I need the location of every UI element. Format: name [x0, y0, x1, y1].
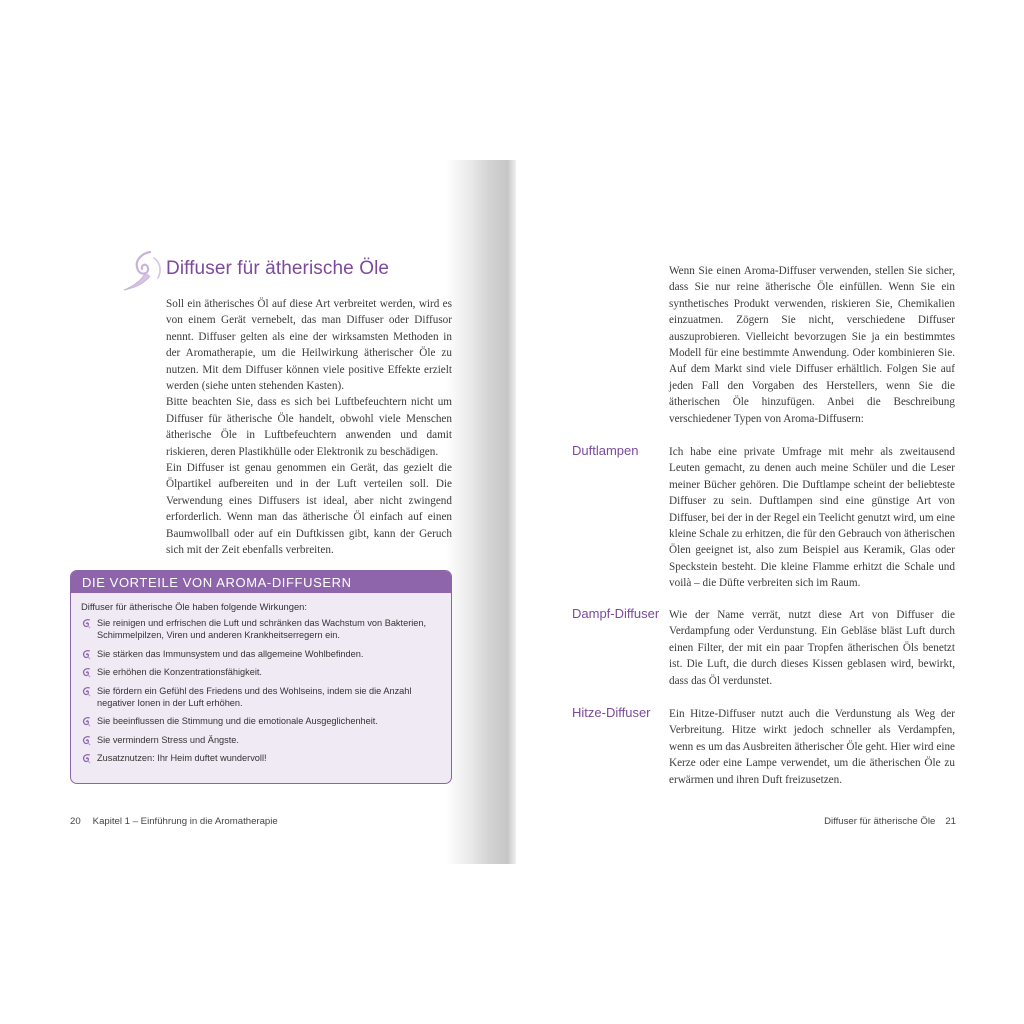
- left-body-text: [166, 296, 452, 559]
- entry-term: Hitze-Diffuser: [572, 705, 651, 720]
- swirl-ornament-icon: [120, 248, 166, 294]
- benefits-box: [70, 570, 452, 784]
- paragraph: Ein Diffuser ist genau genommen ein Gerät, das gezielt die Ölpartikel aufbereiten und in der Luft verteilen soll. Die Verwendung eines Diffusers ist ideal, aber nicht zwingend erforderlich. Wenn man das ätherische Öl einfach auf einen Baumwollball oder auf ein Duftkissen gibt, kann der Geruch sich mit der Zeit ebenfalls verbreiten.: [166, 462, 452, 557]
- benefits-box-intro: Diffuser für ätherische Öle haben folgende Wirkungen:: [81, 601, 307, 612]
- swirl-bullet-icon: [81, 686, 92, 697]
- list-item: [81, 617, 441, 642]
- running-head: Diffuser für ätherische Öle: [824, 816, 936, 827]
- book-gutter-shadow: [446, 160, 516, 864]
- entry-term: Duftlampen: [572, 443, 639, 458]
- entry-text: Ich habe eine private Umfrage mit mehr als zweitausend Leuten gemacht, zu denen auch meine Schüler und die Leser meiner Bücher gehören. Die Duftlampe scheint der beliebteste Diffuser zu sein. Duftlampen sind eine günstige Art von Diffuser, bei der in der Regel ein Teelicht genutzt wird, um eine kleine Schale zu erhitzen, die für den Gebrauch von ätherischen Ölen geeignet ist, also zum Beispiel aus Keramik, Glas oder Speckstein besteht. Die kleine Flamme erhitzt die Schale und voilà – die Düfte verbreiten sich im Raum.: [669, 446, 955, 590]
- list-item-text: Zusatznutzen: Ihr Heim duftet wundervoll!: [97, 753, 267, 764]
- list-item-text: Sie fördern ein Gefühl des Friedens und des Wohlseins, indem sie die Anzahl negativer Ionen in der Luft erhöhen.: [97, 685, 412, 709]
- list-item-text: Sie stärken das Immunsystem und das allgemeine Wohlbefinden.: [97, 648, 364, 659]
- paragraph: Soll ein ätherisches Öl auf diese Art verbreitet werden, wird es von einem Gerät vernebelt, das man Diffuser oder Diffusor nennt. Diffuser gelten als eine der wirksamsten Methoden in der Aromatherapie, um die Heilwirkung ätherischer Öle zu nutzen. Mit dem Diffuser können viele positive Effekte erzielt werden (siehe unten stehenden Kasten).: [166, 298, 452, 393]
- right-intro-text: [669, 263, 955, 427]
- list-item-text: Sie vermindern Stress und Ängste.: [97, 734, 239, 745]
- list-item: [81, 752, 441, 764]
- swirl-bullet-icon: [81, 753, 92, 764]
- page-number: 20: [70, 816, 81, 827]
- list-item-text: Sie reinigen und erfrischen die Luft und schränken das Wachstum von Bakterien, Schimmelpilzen, Viren und anderen Krankheitserregern ein.: [97, 618, 427, 641]
- paragraph: Bitte beachten Sie, dass es sich bei Luftbefeuchtern nicht um Diffuser für ätherische Öle handelt, obwohl viele Menschen ätherische Öle in Luftbefeuchtern anwenden und damit riskieren, deren Plastikhülle oder Elektronik zu beschädigen.: [166, 396, 452, 458]
- entry-term: Dampf-Diffuser: [572, 606, 660, 621]
- chapter-title: Diffuser für ätherische Öle: [166, 258, 390, 279]
- swirl-bullet-icon: [81, 667, 92, 678]
- swirl-bullet-icon: [81, 735, 92, 746]
- running-head: Kapitel 1 – Einführung in die Aromatherapie: [92, 816, 278, 827]
- benefits-list: [71, 617, 451, 765]
- benefits-box-title: DIE VORTEILE VON AROMA-DIFFUSERN: [71, 571, 451, 593]
- right-page-footer: [824, 816, 956, 827]
- entry-text: Ein Hitze-Diffuser nutzt auch die Verdunstung als Weg der Verbreitung. Hitze wirkt jedoch schneller als Verdampfen, wenn es um das Ausbreiten ätherischer Öle geht. Hier wird eine Kerze oder eine Lampe verwendet, um die ätherischen Öle zu erwärmen und ihren Duft freizusetzen.: [669, 708, 955, 786]
- list-item: [81, 648, 441, 660]
- list-item: [81, 666, 441, 678]
- left-page-footer: [70, 816, 278, 827]
- list-item-text: Sie erhöhen die Konzentrationsfähigkeit.: [97, 667, 262, 678]
- list-item: [81, 685, 441, 710]
- swirl-bullet-icon: [81, 716, 92, 727]
- paragraph: Wenn Sie einen Aroma-Diffuser verwenden, stellen Sie sicher, dass Sie nur reine ätherische Öle einfüllen. Wenn Sie ein synthetisches Produkt verwenden, riskieren Sie, Chemikalien einzuatmen. Zögern Sie nicht, verschiedene Diffuser auszuprobieren. Vielleicht bevorzugen Sie ja ein bestimmtes Modell für eine bestimmte Anwendung. Oder kombinieren Sie. Auf dem Markt sind viele Diffuser erhältlich. Folgen Sie auf jeden Fall den Vorgaben des Herstellers, wenn Sie die ätherischen Öle hinzufügen. Anbei die Beschreibung verschiedener Typen von Aroma-Diffusern:: [669, 265, 955, 425]
- entry-text: Wie der Name verrät, nutzt diese Art von Diffuser die Verdampfung oder Verdunstung. Ein Gebläse bläst Luft durch einen Filter, der mit ein paar Tropfen ätherischen Öls benetzt ist. Die Luft, die durch dieses Kissen geblasen wird, bewirkt, dass das Öl verdunstet.: [669, 609, 955, 687]
- list-item: [81, 715, 441, 727]
- swirl-bullet-icon: [81, 618, 92, 629]
- swirl-bullet-icon: [81, 649, 92, 660]
- list-item: [81, 734, 441, 746]
- page-number: 21: [945, 816, 956, 827]
- list-item-text: Sie beeinflussen die Stimmung und die emotionale Ausgeglichenheit.: [97, 716, 378, 727]
